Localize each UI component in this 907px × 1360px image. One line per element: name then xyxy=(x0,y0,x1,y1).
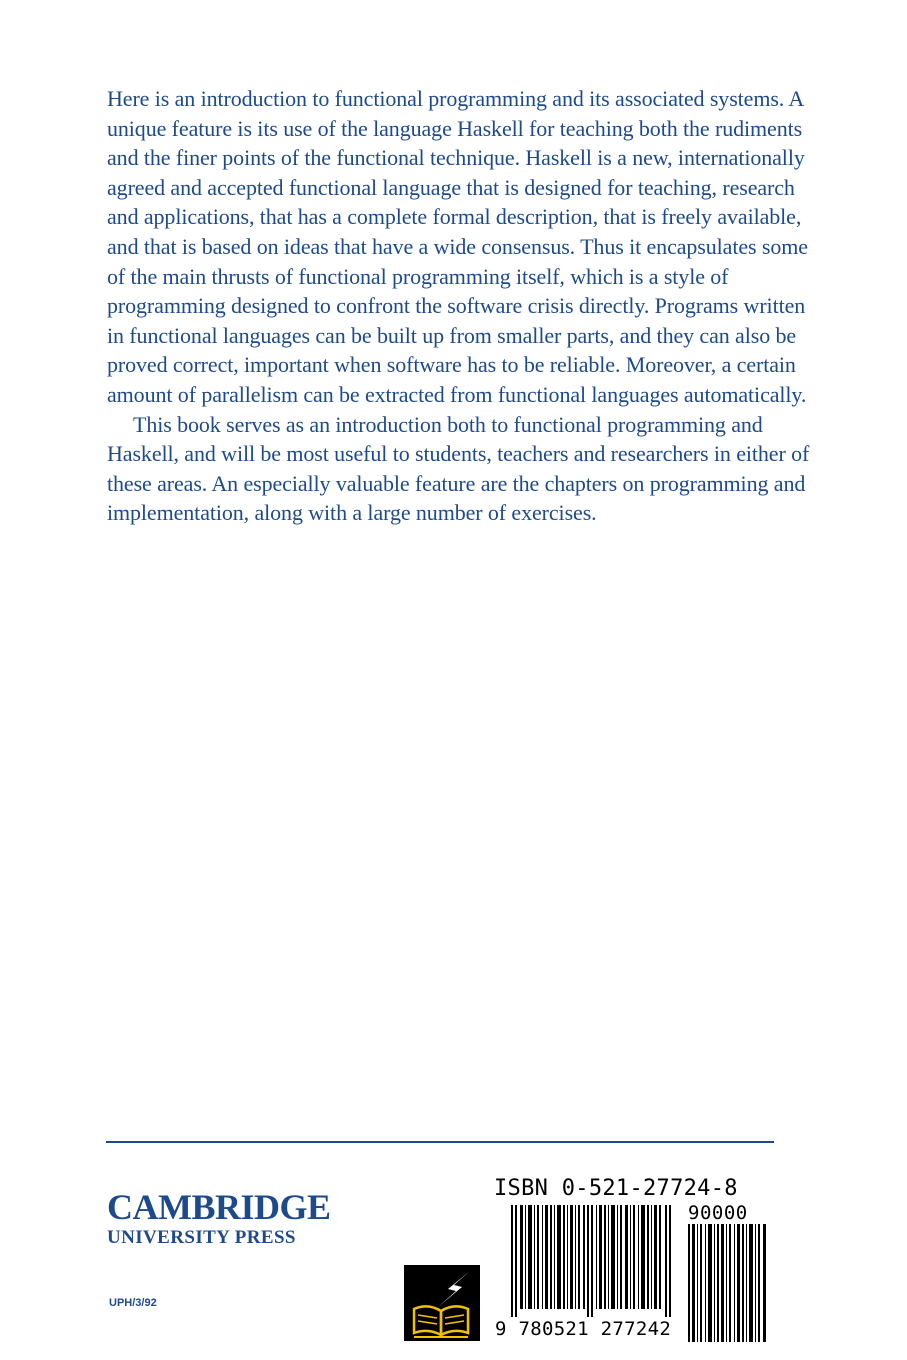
publisher-code: UPH/3/92 xyxy=(109,1297,157,1309)
barcode-addon-digits: 90000 xyxy=(688,1202,748,1224)
publisher-logo xyxy=(107,1187,331,1249)
blurb-paragraph-1: Here is an introduction to functional programming and its associated systems. A unique feature is its use of the language Haskell for teaching both the rudiments and the finer points of the functional technique. Haskell is a new, internationally agreed and accepted functional language that is designed for teaching, research and applications, that has a complete formal description, that is freely available, and that is based on ideas that have a wide consensus. Thus it encapsulates some of the main thrusts of functional programming itself, which is a style of programming designed to confront the software crisis directly. Programs written in functional languages can be built up from smaller parts, and they can also be proved correct, important when software has to be reliable. Moreover, a certain amount of parallelism can be extracted from functional languages automatically. xyxy=(107,86,808,407)
divider-rule xyxy=(106,1141,774,1143)
isbn-text: ISBN 0-521-27724-8 xyxy=(494,1176,738,1201)
ean-barcode xyxy=(511,1205,671,1317)
publisher-name-line1: CAMBRIDGE xyxy=(107,1187,331,1227)
blurb-paragraph-2: This book serves as an introduction both to functional programming and Haskell, and will be most useful to students, teachers and researchers in either of these areas. An especially valuable feature are the chapters on programming and implementation, along with a large number of exercises. xyxy=(107,411,810,526)
addon-barcode xyxy=(688,1224,768,1342)
back-cover-blurb xyxy=(107,84,819,528)
open-book-lightning-icon xyxy=(404,1265,480,1341)
publisher-name-line2: UNIVERSITY PRESS xyxy=(107,1227,296,1248)
ean-digits: 9 780521 277242 xyxy=(495,1318,672,1340)
open-book-lightning-graphic xyxy=(404,1265,480,1341)
